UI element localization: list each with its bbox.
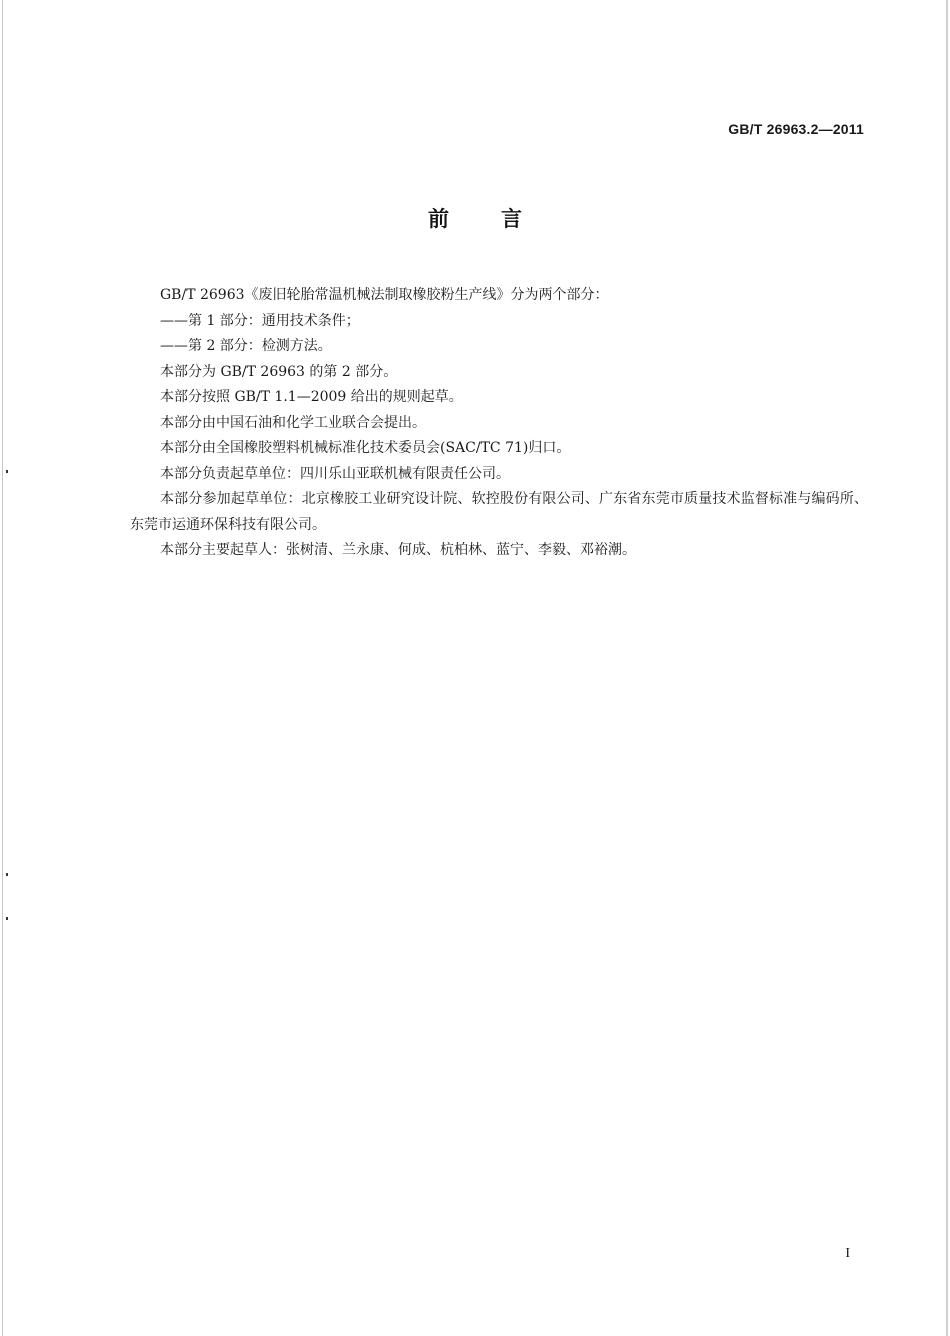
paragraph: 本部分负责起草单位：四川乐山亚联机械有限责任公司。 (160, 465, 510, 482)
scan-artifact (6, 470, 8, 473)
page-right-edge (946, 0, 948, 1336)
paragraph: 本部分为 GB/T 26963 的第 2 部分。 (160, 363, 398, 380)
list-item: ——第 1 部分：通用技术条件； (160, 312, 360, 329)
paragraph: 本部分参加起草单位：北京橡胶工业研究设计院、软控股份有限公司、广东省东莞市质量技术监督标准与编码所、东莞市运通环保科技有限公司。 (130, 491, 868, 533)
paragraph: 本部分由中国石油和化学工业联合会提出。 (160, 414, 426, 431)
paragraph: 本部分主要起草人：张树清、兰永康、何成、杭柏林、蓝宁、李毅、邓裕潮。 (160, 542, 636, 558)
foreword-body (130, 283, 868, 564)
section-title: 前言 (428, 207, 574, 231)
scan-artifact (6, 873, 8, 876)
page-number: I (845, 1246, 850, 1261)
paragraph: GB/T 26963《废旧轮胎常温机械法制取橡胶粉生产线》分为两个部分： (160, 287, 609, 303)
paragraph: 本部分由全国橡胶塑料机械标准化技术委员会(SAC/TC 71)归口。 (160, 440, 571, 456)
paragraph: 本部分按照 GB/T 1.1—2009 给出的规则起草。 (160, 389, 463, 405)
scan-artifact (6, 917, 8, 920)
list-item: ——第 2 部分：检测方法。 (160, 338, 332, 354)
page-left-edge (2, 0, 3, 1336)
document-code: GB/T 26963.2—2011 (728, 121, 864, 137)
